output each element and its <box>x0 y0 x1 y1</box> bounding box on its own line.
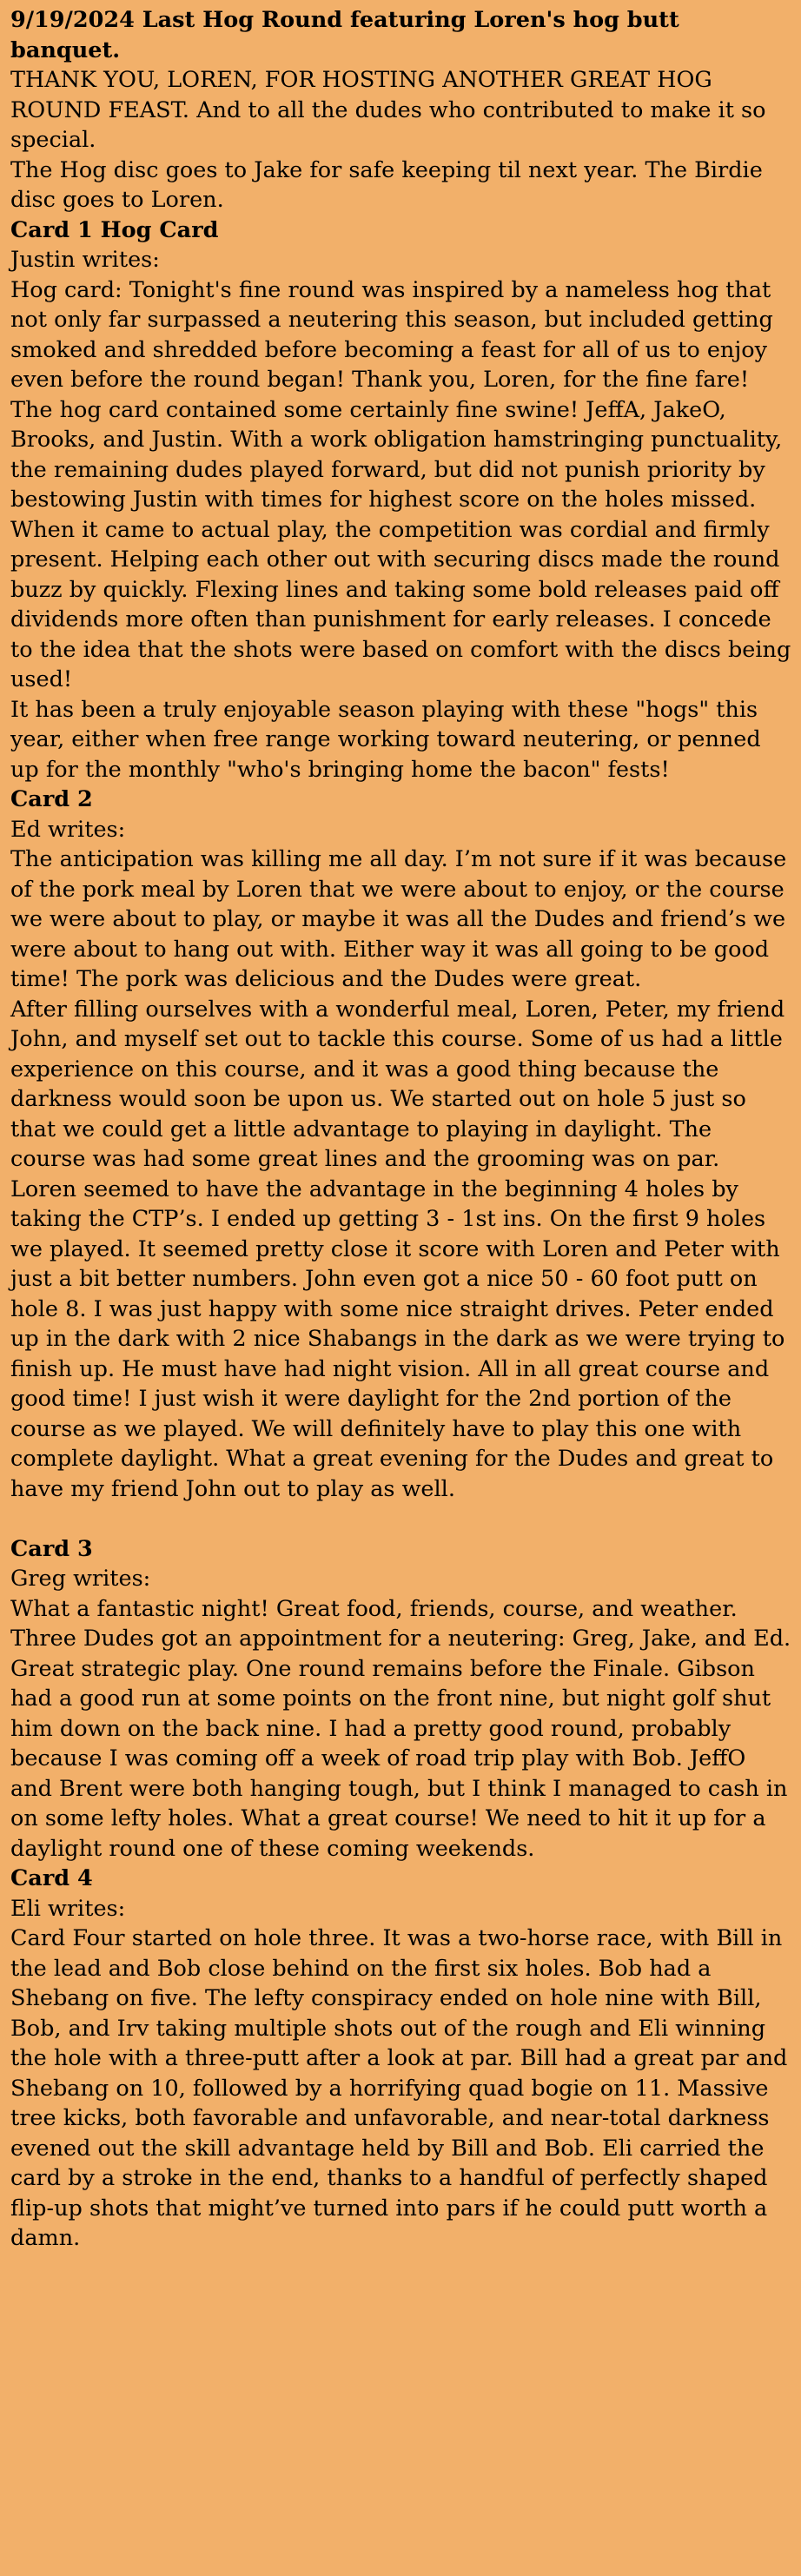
card2-paragraph-1: The anticipation was killing me all day. I’m not sure if it was because of the pork meal by Loren that we were about to enjoy, or the course we were about to play, or maybe it was all the Dudes and friend’s we were about to hang out with. Either way it was all going to be good time! The pork was delicious and the Dudes were great. <box>10 846 787 992</box>
card2-author: Ed writes: <box>10 816 126 843</box>
card1-paragraph-4: It has been a truly enjoyable season playing with these "hogs" this year, either when free range working toward neutering, or penned up for the monthly "who's bringing home the bacon" fests! <box>10 696 761 783</box>
section-spacer <box>10 1504 792 1534</box>
card4-author: Eli writes: <box>10 1895 126 1922</box>
card3-heading: Card 3 <box>10 1535 93 1562</box>
card1-paragraph-3: When it came to actual play, the competition was cordial and firmly present. Helping each other out with securing discs made the round buzz by quickly. Flexing lines and taking some bold releases paid off dividends more often than punishment for early releases. I concede to the idea that the shots were based on comfort with the discs being used! <box>10 516 791 692</box>
card1-paragraph-1: Hog card: Tonight's fine round was inspired by a nameless hog that not only far surpassed a neutering this season, but included getting smoked and shredded before becoming a feast for all of us to enjoy even before the round began! Thank you, Loren, for the fine fare! <box>10 276 773 393</box>
page-title: 9/19/2024 Last Hog Round featuring Loren's hog butt banquet. <box>10 7 679 63</box>
card1-heading: Card 1 Hog Card <box>10 216 219 243</box>
card2-paragraph-2: After filling ourselves with a wonderful meal, Loren, Peter, my friend John, and myself set out to tackle this course. Some of us had a little experience on this course, and it was a good thing because the darkness would soon be upon us. We started out on hole 5 just so that we could get a little advantage to playing in daylight. The course was had some great lines and the grooming was on par. Loren seemed to have the advantage in the beginning 4 holes by taking the CTP’s. I ended up getting 3 - 1st ins. On the first 9 holes we played. It seemed pretty close it score with Loren and Peter with just a bit better numbers. John even got a nice 50 - 60 foot putt on hole 8. I was just happy with some nice straight drives. Peter ended up in the dark with 2 nice Shabangs in the dark as we were trying to finish up. He must have had night vision. All in all great course and good time! I just wish it were daylight for the 2nd portion of the course as we played. We will definitely have to play this one with complete daylight. What a great evening for the Dudes and great to have my friend John out to play as well. <box>10 996 785 1502</box>
card4-heading: Card 4 <box>10 1865 93 1891</box>
card1-author: Justin writes: <box>10 247 160 273</box>
card2-heading: Card 2 <box>10 786 93 812</box>
document-body <box>10 5 792 2254</box>
card1-paragraph-2: The hog card contained some certainly fine swine! JeffA, JakeO, Brooks, and Justin. With a work obligation hamstringing punctuality, the remaining dudes played forward, but did not punish priority by bestowing Justin with times for highest score on the holes missed. <box>10 396 783 513</box>
discs-paragraph: The Hog disc goes to Jake for safe keeping til next year. The Birdie disc goes to Loren. <box>10 156 763 213</box>
card4-paragraph-1: Card Four started on hole three. It was a two-horse race, with Bill in the lead and Bob close behind on the first six holes. Bob had a Shebang on five. The lefty conspiracy ended on hole nine with Bill, Bob, and Irv taking multiple shots out of the rough and Eli winning the hole with a three-putt after a look at par. Bill had a great par and Shebang on 10, followed by a horrifying quad bogie on 11. Massive tree kicks, both favorable and unfavorable, and near-total darkness evened out the skill advantage held by Bill and Bob. Eli carried the card by a stroke in the end, thanks to a handful of perfectly shaped flip-up shots that might’ve turned into pars if he could putt worth a damn. <box>10 1925 788 2251</box>
card3-author: Greg writes: <box>10 1566 151 1592</box>
card3-paragraph-1: What a fantastic night! Great food, friends, course, and weather. Three Dudes got an appointment for a neutering: Greg, Jake, and Ed. Great strategic play. One round remains before the Finale. Gibson had a good run at some points on the front nine, but night golf shut him down on the back nine. I had a pretty good round, probably because I was coming off a week of road trip play with Bob. JeffO and Brent were both hanging tough, but I think I managed to cash in on some lefty holes. What a great course! We need to hit it up for a daylight round one of these coming weekends. <box>10 1595 791 1862</box>
thanks-paragraph: THANK YOU, LOREN, FOR HOSTING ANOTHER GREAT HOG ROUND FEAST. And to all the dudes who contributed to make it so special. <box>10 67 766 153</box>
